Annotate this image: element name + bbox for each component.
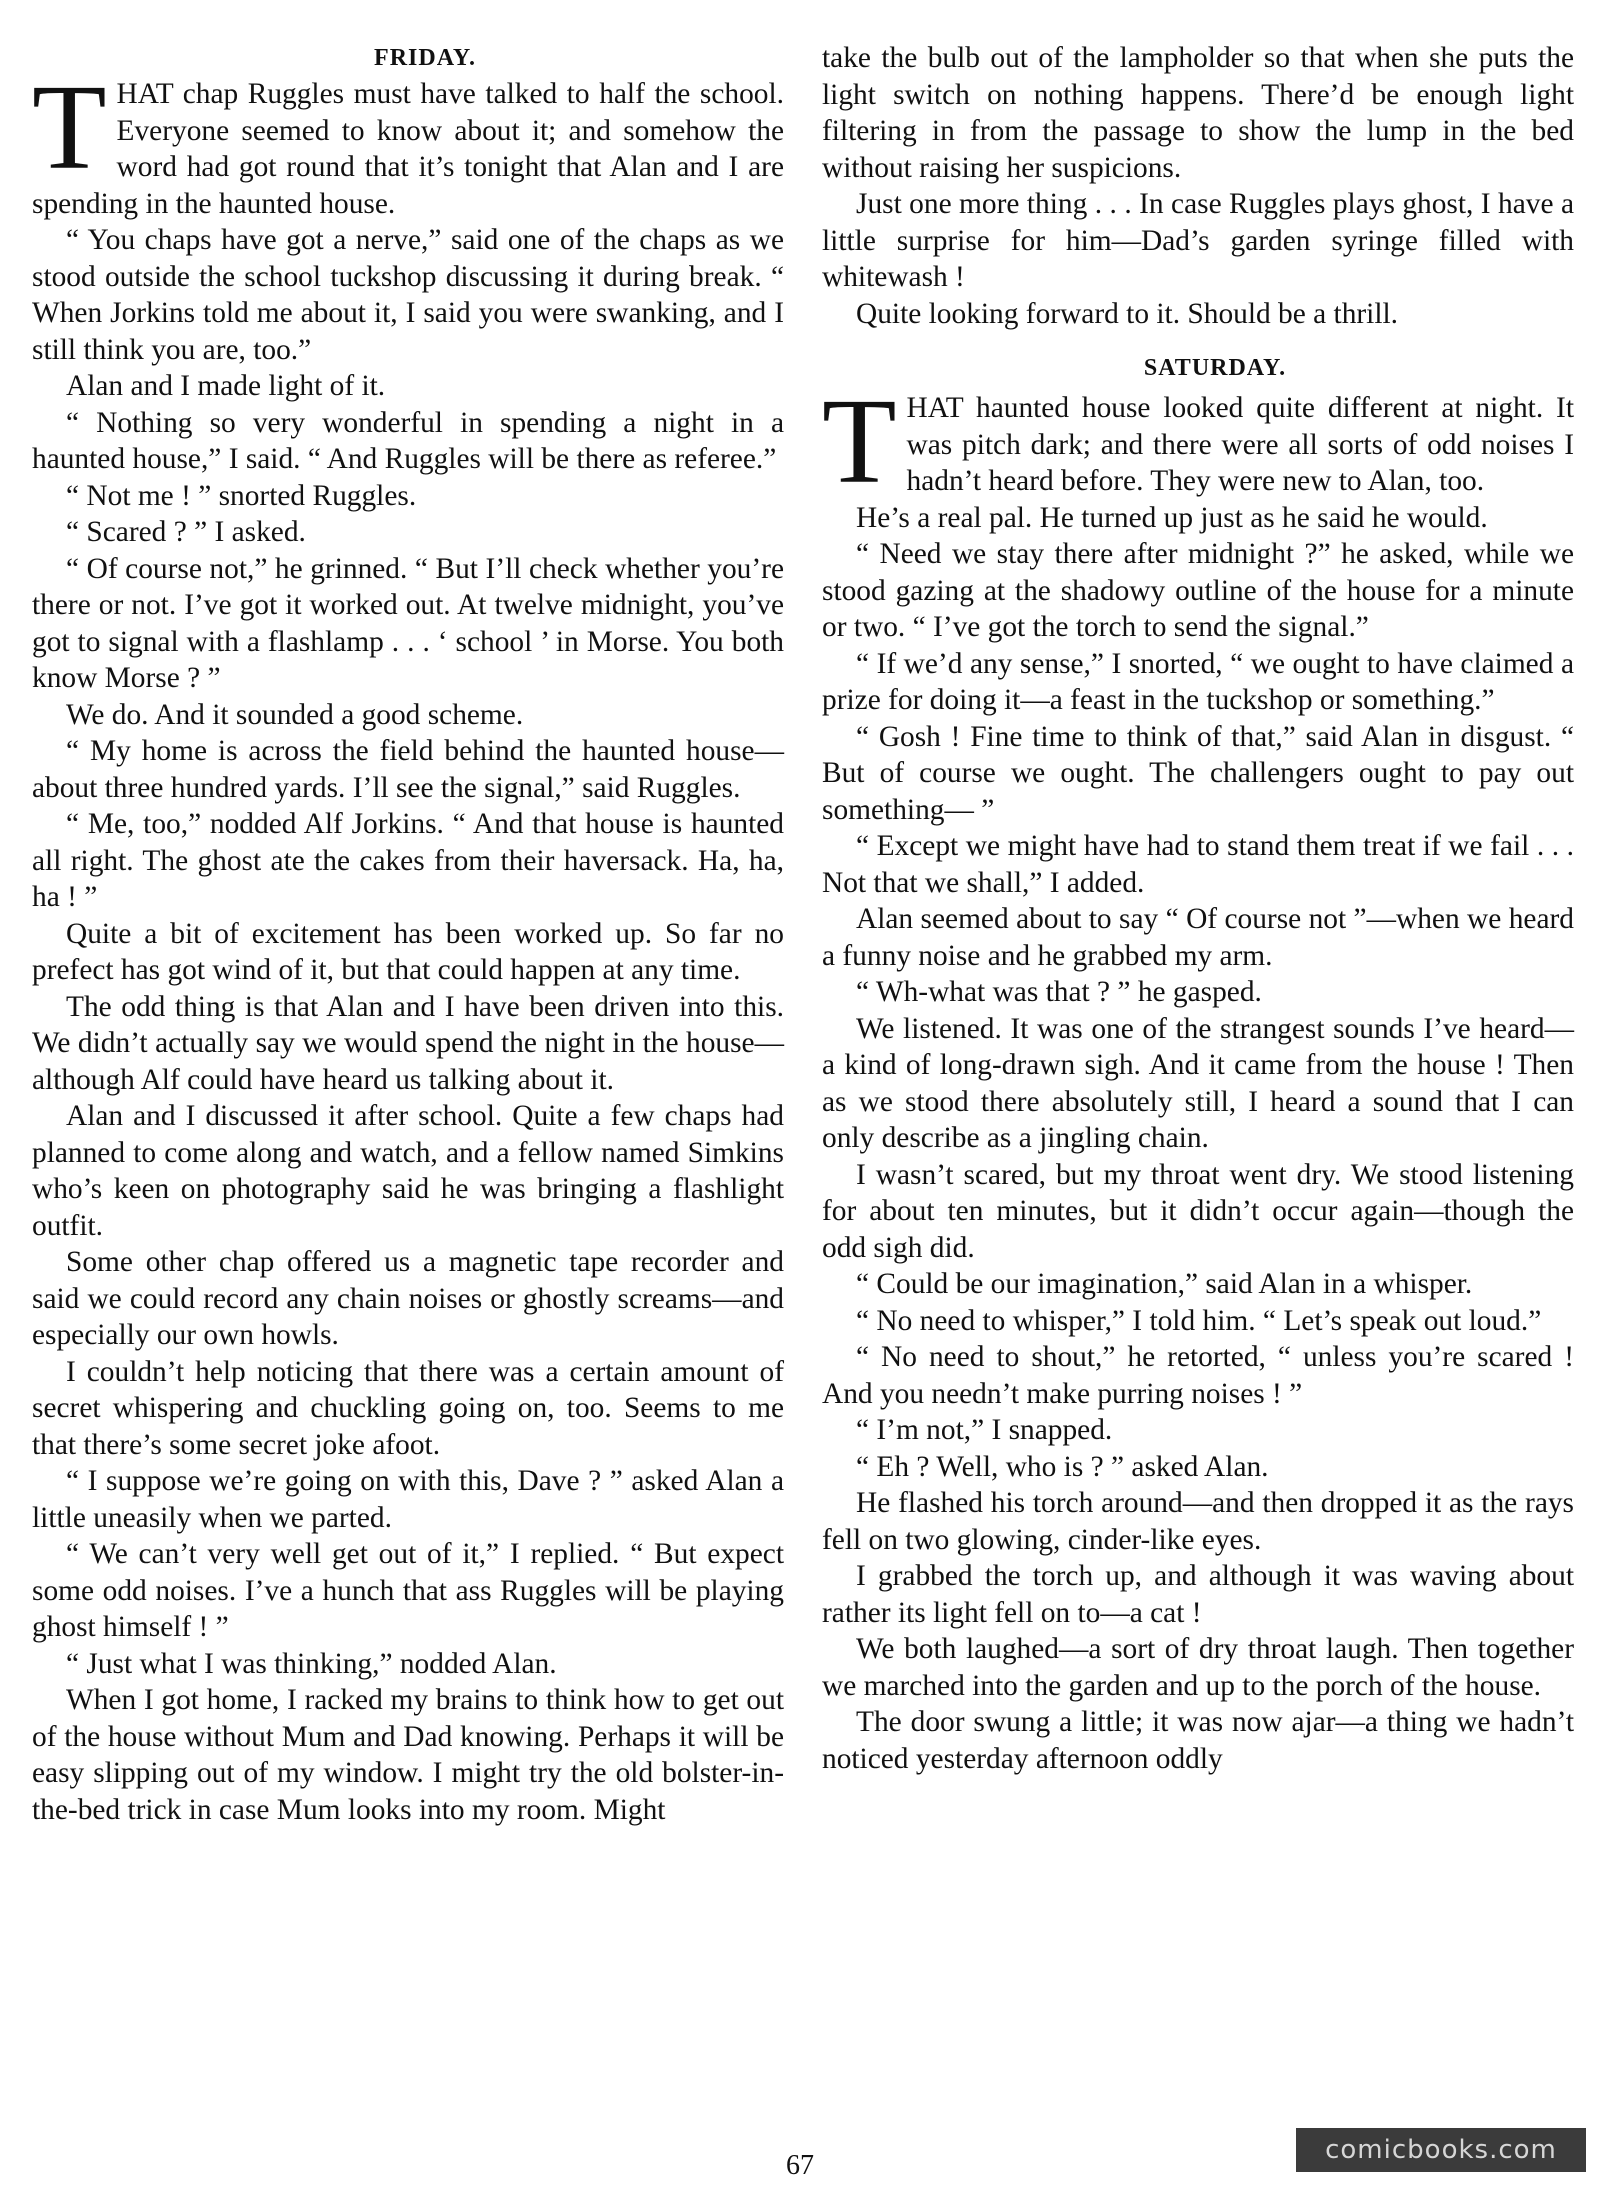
paragraph: Just one more thing . . . In case Ruggles plays ghost, I have a little surprise for him—Dad’s garden syringe filled with whitewash !: [822, 188, 1574, 293]
paragraph: “ You chaps have got a nerve,” said one of the chaps as we stood outside the school tuckshop discussing it during break. “ When Jorkins told me about it, I said you were swanking, and I still think you are, too.”: [32, 224, 784, 366]
paragraph: “ Scared ? ” I asked.: [66, 516, 306, 548]
paragraph: “ Just what I was thinking,” nodded Alan.: [66, 1647, 557, 1680]
watermark: comicbooks.com: [1296, 2128, 1586, 2172]
saturday-heading: SATURDAY.: [1143, 355, 1287, 381]
paragraph: “ Not me ! ” snorted Ruggles.: [66, 479, 417, 512]
paragraph: I couldn’t help noticing that there was a certain amount of secret whispering and chuckling going on, too. Seems to me that there’s some secret joke afoot.: [32, 1355, 784, 1461]
friday-heading: FRIDAY.: [374, 45, 476, 71]
paragraph: “ Of course not,” he grinned. “ But I’ll check whether you’re there or not. I’ve got it worked out. At twelve midnight, you’ve got to signal with a flashlamp . . . ‘ school ’ in Morse. You both know Morse ? ”: [32, 552, 784, 694]
paragraph: I grabbed the torch up, and although it was waving about rather its light fell on to—a cat !: [822, 1560, 1574, 1629]
paragraph: We listened. It was one of the strangest sounds I’ve heard—a kind of long-drawn sigh. And it came from the house ! Then as we stood there absolutely still, I heard a sound that I can only describe as a jingling chain.: [822, 1012, 1574, 1154]
paragraph: “ I’m not,” I snapped.: [856, 1414, 1113, 1446]
continued-paragraph: take the bulb out of the lampholder so that when she puts the light switch on nothing happens. There’d be enough light filtering in from the passage to show the lump in the bed without raising her suspicions.: [822, 42, 1574, 184]
paragraph: “ I suppose we’re going on with this, Dave ? ” asked Alan a little uneasily when we parted.: [32, 1465, 784, 1534]
paragraph: He’s a real pal. He turned up just as he said he would.: [856, 501, 1488, 534]
paragraph: “ We can’t very well get out of it,” I replied. “ But expect some odd noises. I’ve a hunch that ass Ruggles will be playing ghost himself ! ”: [32, 1538, 784, 1643]
page-number: 67: [786, 2150, 814, 2181]
paragraph: The odd thing is that Alan and I have been driven into this. We didn’t actually say we would spend the night in the house—although Alf could have heard us talking about it.: [32, 990, 784, 1096]
paragraph: “ Eh ? Well, who is ? ” asked Alan.: [856, 1450, 1269, 1483]
paragraph: “ If we’d any sense,” I snorted, “ we ought to have claimed a prize for doing it—a feast in the tuckshop or something.”: [822, 647, 1574, 716]
paragraph: “ Except we might have had to stand them treat if we fail . . . Not that we shall,” I added.: [822, 830, 1574, 899]
paragraph: “ Could be our imagination,” said Alan in a whisper.: [856, 1268, 1473, 1300]
paragraph: Quite looking forward to it. Should be a thrill.: [856, 297, 1399, 330]
paragraph: The door swung a little; it was now ajar—a thing we hadn’t noticed yesterday afternoon oddly: [822, 1706, 1574, 1775]
paragraph: “ No need to whisper,” I told him. “ Let’s speak out loud.”: [856, 1304, 1542, 1337]
paragraph: Alan seemed about to say “ Of course not ”—when we heard a funny noise and he grabbed my arm.: [822, 903, 1574, 972]
paragraph: When I got home, I racked my brains to think how to get out of the house without Mum and Dad knowing. Perhaps it will be easy slipping out of my window. I might try the old bolster-in-the-bed trick in case Mum looks into my room. Might: [32, 1684, 784, 1826]
paragraph: He flashed his torch around—and then dropped it as the rays fell on two glowing, cinder-like eyes.: [822, 1487, 1574, 1556]
paragraph: “ Need we stay there after midnight ?” he asked, while we stood gazing at the shadowy outline of the house for a minute or two. “ I’ve got the torch to send the signal.”: [822, 538, 1574, 643]
paragraph: We do. And it sounded a good scheme.: [66, 698, 524, 731]
paragraph-text: HAT chap Ruggles must have talked to half the school. Everyone seemed to know about it; and somehow the word had got round that it’s tonight that Alan and I are spending in the haunted house.: [32, 78, 784, 220]
right-column: [822, 40, 1574, 1777]
paragraph: “ No need to shout,” he retorted, “ unless you’re scared ! And you needn’t make purring noises ! ”: [822, 1341, 1574, 1410]
paragraph: Alan and I made light of it.: [66, 370, 386, 402]
paragraph: Some other chap offered us a magnetic tape recorder and said we could record any chain noises or ghostly screams—and especially our own howls.: [32, 1246, 784, 1351]
paragraph: [32, 60, 784, 222]
paragraph: We both laughed—a sort of dry throat laugh. Then together we marched into the garden and up to the porch of the house.: [822, 1633, 1574, 1702]
paragraph: Quite a bit of excitement has been worked up. So far no prefect has got wind of it, but that could happen at any time.: [32, 917, 784, 986]
drop-cap: T: [32, 60, 107, 195]
paragraph: “ Wh-what was that ? ” he gasped.: [856, 976, 1262, 1008]
paragraph: “ My home is across the field behind the haunted house—about three hundred yards. I’ll see the signal,” said Ruggles.: [32, 735, 784, 804]
paragraph-text: HAT haunted house looked quite different at night. It was pitch dark; and there were all sorts of odd noises I hadn’t heard before. They were new to Alan, too.: [906, 392, 1574, 497]
paragraph: “ Gosh ! Fine time to think of that,” said Alan in disgust. “ But of course we ought. The challengers ought to pay out something— ”: [822, 720, 1574, 826]
left-column: [32, 40, 784, 1828]
paragraph: [822, 374, 1574, 509]
drop-cap: T: [822, 374, 897, 509]
paragraph: Alan and I discussed it after school. Quite a few chaps had planned to come along and watch, and a fellow named Simkins who’s keen on photography said he was bringing a flashlight outfit.: [32, 1100, 784, 1242]
paragraph: I wasn’t scared, but my throat went dry. We stood listening for about ten minutes, but it didn’t occur again—though the odd sigh did.: [822, 1158, 1574, 1264]
paragraph: “ Me, too,” nodded Alf Jorkins. “ And that house is haunted all right. The ghost ate the cakes from their haversack. Ha, ha, ha ! ”: [32, 808, 784, 913]
paragraph: “ Nothing so very wonderful in spending a night in a haunted house,” I said. “ And Ruggles will be there as referee.”: [32, 406, 784, 475]
